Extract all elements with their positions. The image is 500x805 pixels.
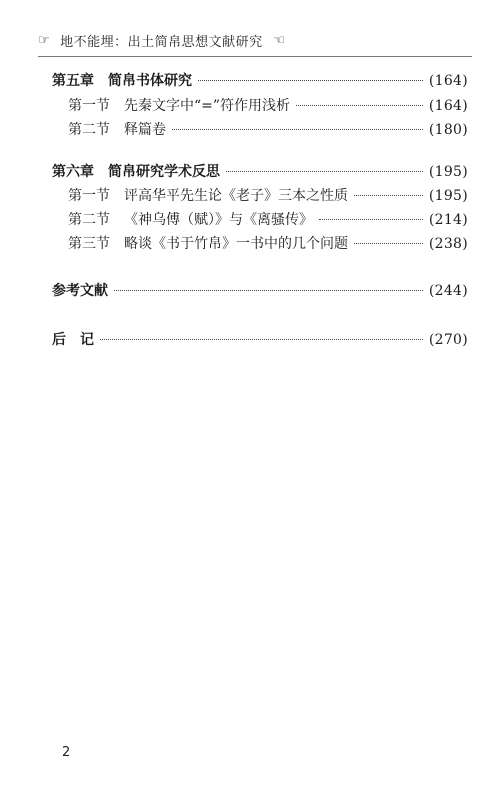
page-ref: (164) <box>428 73 468 89</box>
dot-leader <box>354 243 423 244</box>
header-rule <box>38 56 472 57</box>
dot-leader <box>198 80 423 81</box>
page-ref: (214) <box>428 212 468 228</box>
dot-leader <box>226 171 423 172</box>
section-title: 《神乌傅（赋）》与《离骚传》 <box>124 212 313 228</box>
toc-section-5-2[interactable] <box>68 121 468 139</box>
references-title: 参考文献 <box>52 283 108 299</box>
page-number: 2 <box>62 745 71 760</box>
page-ref: (270) <box>428 332 468 348</box>
section-title: 评高华平先生论《老子》三本之性质 <box>124 188 348 204</box>
afterword-title: 后 记 <box>52 332 94 348</box>
chapter-number: 第五章 <box>52 73 94 89</box>
page-ref: (238) <box>428 236 468 252</box>
chapter-title: 简帛书体研究 <box>108 73 192 89</box>
section-number: 第二节 <box>68 122 110 138</box>
chapter-title: 简帛研究学术反思 <box>108 164 220 180</box>
toc-chapter-5[interactable] <box>52 72 468 90</box>
section-title: 略谈《书于竹帛》一书中的几个问题 <box>124 236 348 252</box>
page-ref: (195) <box>428 188 468 204</box>
dot-leader <box>114 290 423 291</box>
pointing-hand-right-icon: ☞ <box>38 33 51 48</box>
pointing-hand-left-icon: ☞ <box>272 33 285 48</box>
toc-afterword[interactable] <box>52 331 468 349</box>
toc-section-6-3[interactable] <box>68 235 468 253</box>
page-ref: (244) <box>428 283 468 299</box>
page-ref: (195) <box>428 164 468 180</box>
toc-section-6-2[interactable] <box>68 211 468 229</box>
section-number: 第一节 <box>68 98 110 114</box>
toc-section-5-1[interactable] <box>68 97 468 115</box>
toc-chapter-6[interactable] <box>52 163 468 181</box>
section-title: 释篇卷 <box>124 122 166 138</box>
section-number: 第三节 <box>68 236 110 252</box>
page-ref: (180) <box>428 122 468 138</box>
dot-leader <box>172 129 423 130</box>
section-number: 第二节 <box>68 212 110 228</box>
section-number: 第一节 <box>68 188 110 204</box>
dot-leader <box>100 339 423 340</box>
toc-section-6-1[interactable] <box>68 187 468 205</box>
toc-references[interactable] <box>52 282 468 300</box>
section-title: 先秦文字中“=”符作用浅析 <box>124 98 291 114</box>
page-ref: (164) <box>428 98 468 114</box>
dot-leader <box>319 219 423 220</box>
running-header <box>38 31 285 50</box>
book-title: 地不能埋：出土简帛思想文献研究 <box>60 35 263 50</box>
dot-leader <box>354 195 423 196</box>
dot-leader <box>296 105 423 106</box>
chapter-number: 第六章 <box>52 164 94 180</box>
